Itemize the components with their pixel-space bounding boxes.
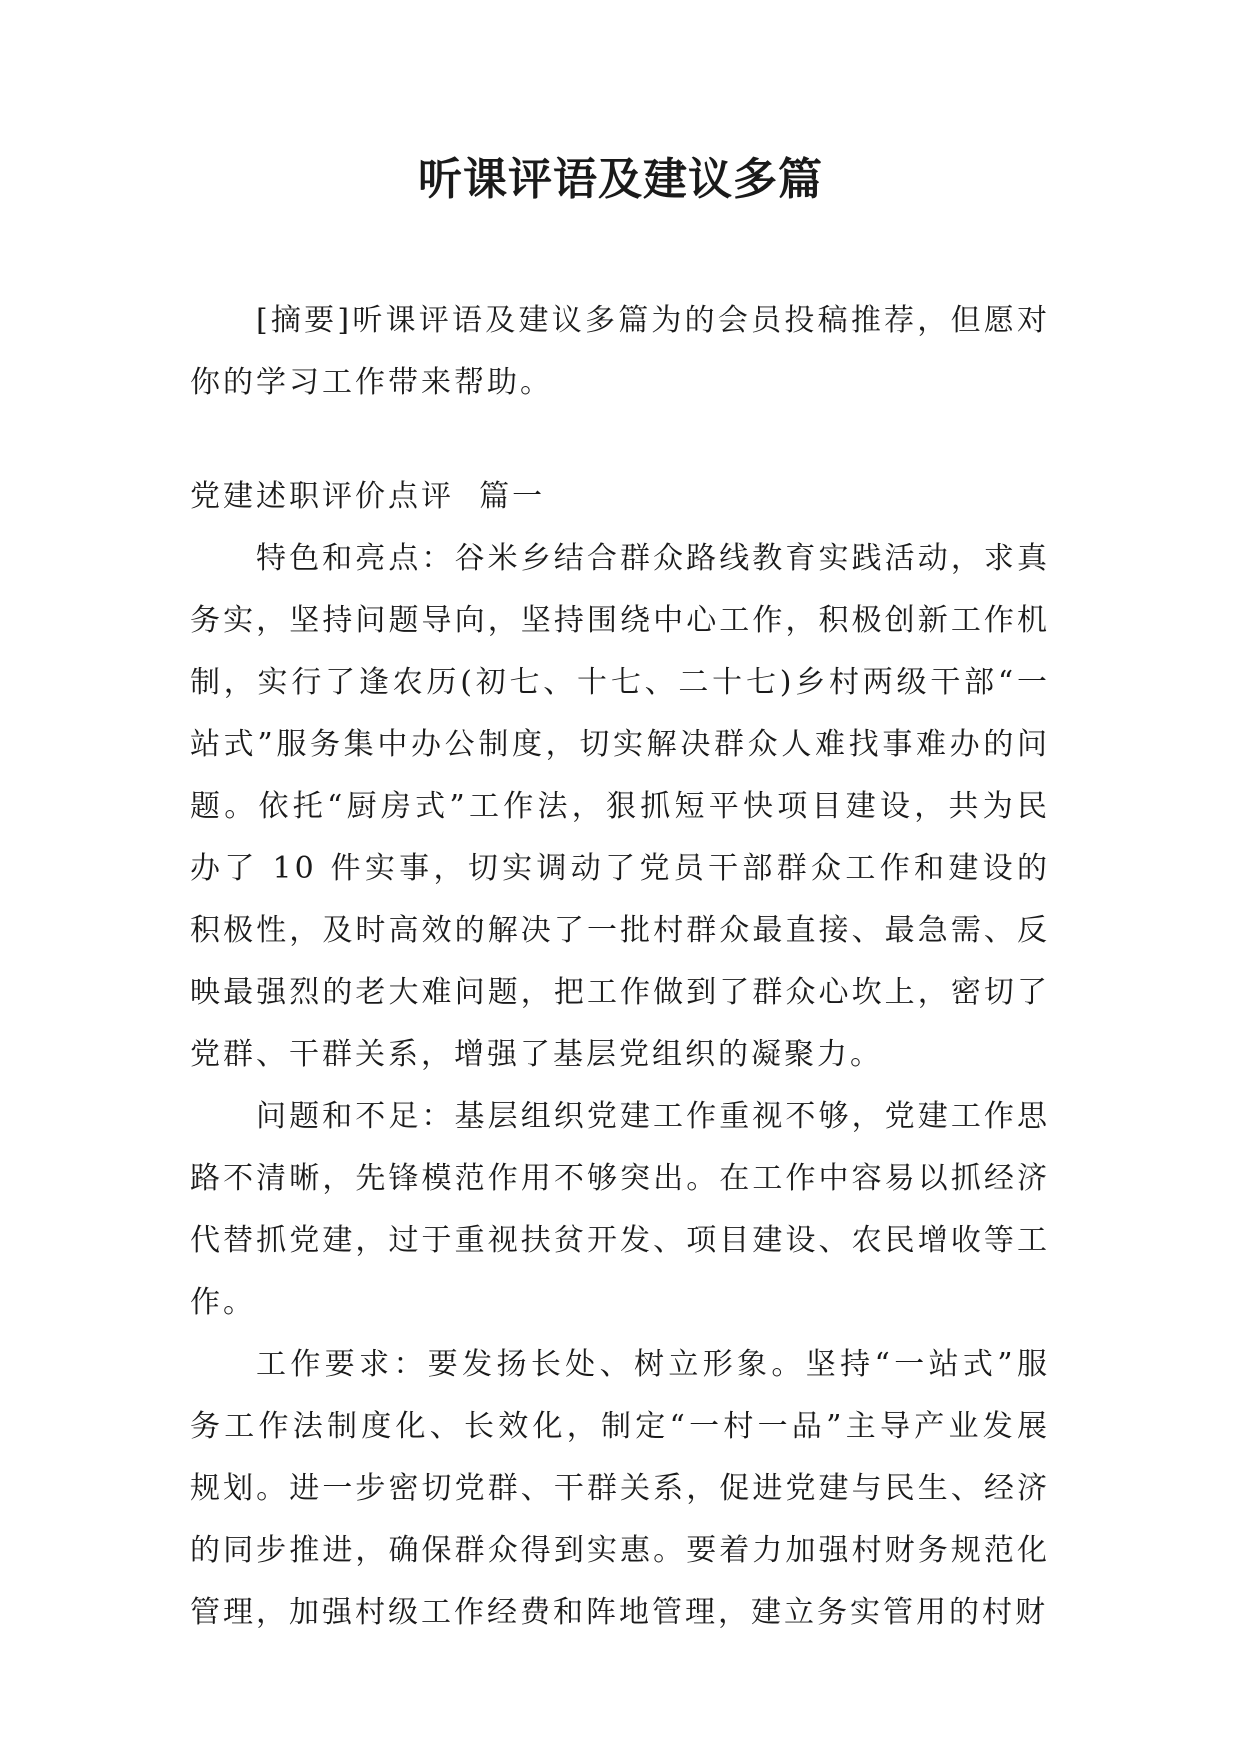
section-heading: 党建述职评价点评 篇一 [190, 479, 546, 514]
document-title: 听课评语及建议多篇 [418, 154, 823, 205]
abstract-paragraph: [摘要]听课评语及建议多篇为的会员投稿推荐，但愿对你的学习工作带来帮助。 [190, 303, 1050, 400]
paragraph-highlights: 特色和亮点：谷米乡结合群众路线教育实践活动，求真务实，坚持问题导向，坚持围绕中心工作，积极创新工作机制，实行了逢农历(初七、十七、二十七)乡村两级干部“一站式”服务集中办公制度，切实解决群众人难找事难办的问题。依托“厨房式”工作法，狠抓短平快项目建设，共为民办了 10 件实事，切实调动了党员干部群众工作和建设的积极性，及时高效的解决了一批村群众最直接、最急需、反映最强烈的老大难问题，把工作做到了群众心坎上，密切了党群、干群关系，增强了基层党组织的凝聚力。 [190, 541, 1050, 1072]
paragraph-problems: 问题和不足：基层组织党建工作重视不够，党建工作思路不清晰，先锋模范作用不够突出。在工作中容易以抓经济代替抓党建，过于重视扶贫开发、项目建设、农民增收等工作。 [190, 1099, 1050, 1320]
document-body [190, 290, 1050, 1644]
paragraph-requirements: 工作要求：要发扬长处、树立形象。坚持“一站式”服务工作法制度化、长效化，制定“一村一品”主导产业发展规划。进一步密切党群、干群关系，促进党建与民生、经济的同步推进，确保群众得到实惠。要着力加强村财务规范化管理，加强村级工作经费和阵地管理，建立务实管用的村财 [190, 1347, 1050, 1630]
